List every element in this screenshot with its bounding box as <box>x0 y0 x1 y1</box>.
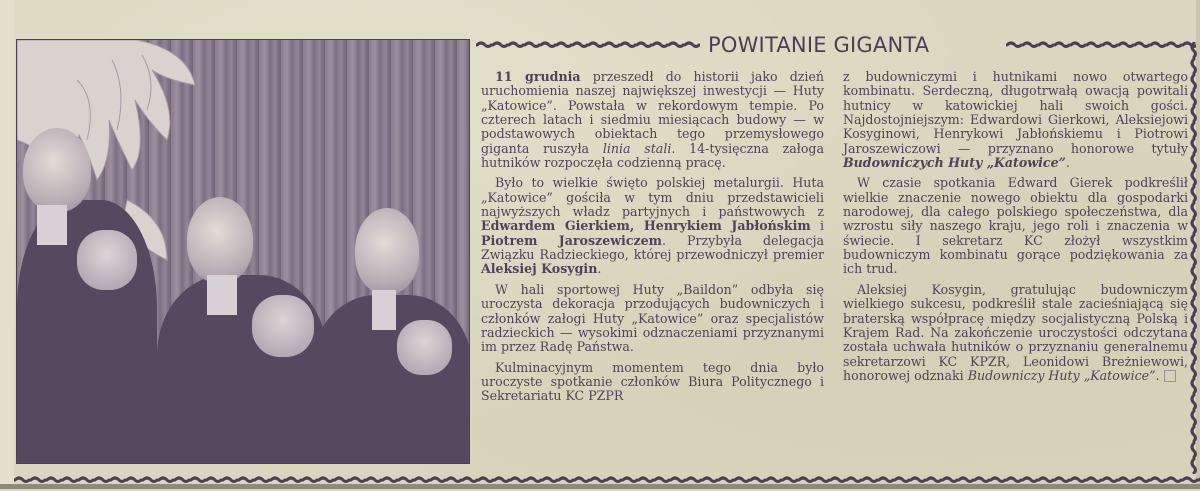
emphasis-text: linia stali <box>602 140 672 156</box>
paragraph: W czasie spotkania Edward Gierek podkreślił wielkie znaczenie nowego obiektu dla gospodarki narodowej, dla całego polskiego społeczeństwa, dla wzrostu siły naszego kraju, jego roli i znaczenia w świecie. I sekretarz KC złożył wszystkim budowniczym kombinatu gorące podziękowania za ich trud. <box>843 175 1188 277</box>
paragraph-text: . <box>597 261 602 277</box>
paragraph <box>843 70 1188 170</box>
wave-rule-right <box>1006 40 1196 50</box>
paragraph-text: z budowniczymi i hutnikami nowo otwartego kombinatu. Serdeczną, długotrwałą owacją powitali hutnicy w katowickiej hali swoich gości. Najdostojniejszym: Edwardowi Gierkowi, Aleksiejowi Kosyginowi, Henrykowi Jabłońskiemu i Piotrowi Jaroszewiczowi — przyznano honorowe tytuły <box>843 69 1188 156</box>
paragraph: W hali sportowej Huty „Baildon” odbyła się uroczysta dekoracja przodujących budowniczych i członków załogi Huty „Katowice” oraz specjalistów radzieckich — wysokimi odznaczeniami przyznanymi im przez Radę Państwa. <box>481 281 824 355</box>
paragraph-text: . <box>1155 367 1160 383</box>
paragraph <box>481 70 824 170</box>
paragraph <box>843 283 1188 383</box>
person-right-hands <box>397 320 452 375</box>
names-bold: Edwardem Gierkiem, Henrykiem Jabłońskim <box>481 218 811 234</box>
person-middle-shirt <box>207 275 237 315</box>
paragraph-text: . <box>1065 155 1070 171</box>
person-middle-hands <box>252 295 314 357</box>
person-left-shirt <box>37 205 67 245</box>
wave-rule-left <box>476 40 700 50</box>
emphasis-text: Budowniczy Huty „Katowice” <box>967 367 1156 383</box>
paragraph <box>481 176 824 276</box>
paragraph-text: przeszedł do historii jako dzień uruchomienia naszej największej inwestycji — Huty „Katowice”. Powstała w rekordowym tempie. Po czterech latach i siedmiu miesiącach budowy — w podstawowych obiektach tego przemysłowego giganta ruszyła <box>481 69 825 156</box>
article-header <box>476 30 1198 60</box>
wave-border-bottom <box>14 472 1200 484</box>
article-title: POWITANIE GIGANTA <box>708 33 930 57</box>
paragraph-text: Aleksiej Kosygin, gratulując budowniczym wielkiego sukcesu, podkreślił stale zacieśniającą się braterską współpracę między socjalistyczną Polską i Krajem Rad. Na zakończenie uroczystości odczytana została uchwała hutników o przyznaniu generalnemu sekretarzowi KC KPZR, Leonidowi Breżniewowi, honorowej odznaki <box>843 281 1188 383</box>
names-bold: Aleksiej Kosygin <box>481 261 598 277</box>
person-right-shirt <box>372 290 396 330</box>
page-bottom-edge <box>0 484 1200 489</box>
page-margin <box>0 0 14 489</box>
person-middle-head <box>187 197 253 283</box>
end-square-icon <box>1164 370 1176 382</box>
paragraph-text: . Przybyła delegacja Związku Radzieckiego, której przewodniczył premier <box>481 232 824 263</box>
article-photo <box>16 39 470 464</box>
article-column-1 <box>481 70 824 410</box>
article-column-2 <box>843 70 1188 389</box>
date-lead: 11 grudnia <box>495 69 581 84</box>
wave-border-right <box>1188 42 1200 474</box>
paragraph: Kulminacyjnym momentem tego dnia było uroczyste spotkanie członków Biura Politycznego i Sekretariatu KC PZPR <box>481 359 824 404</box>
paragraph-text: i <box>810 218 824 234</box>
paragraph-text: . 14-tysięczna załoga hutników rozpoczęła codzienną pracę. <box>481 140 824 171</box>
paragraph-text: Było to wielkie święto polskiej metalurgii. Huta „Katowice” gościła w tym dniu przedstawicieli najwyższych władz partyjnych i państwowych z <box>481 175 824 220</box>
person-right-head <box>355 208 419 294</box>
emphasis-text: Budowniczych Huty „Katowice” <box>843 155 1066 171</box>
person-left-head <box>23 128 91 212</box>
names-bold: Piotrem Jaroszewiczem <box>481 232 662 248</box>
person-left-hands <box>77 230 137 290</box>
